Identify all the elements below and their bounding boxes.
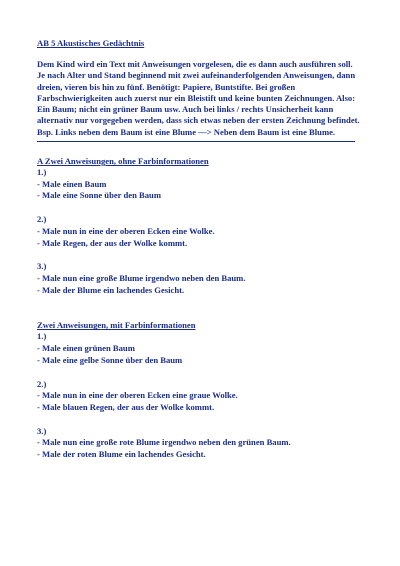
instruction-group	[37, 261, 360, 296]
section-title: Zwei Anweisungen, mit Farbinformationen	[37, 320, 196, 331]
group-number: 2.)	[37, 214, 47, 225]
instruction-group	[37, 379, 360, 414]
instruction-line: - Male einen grünen Baum	[37, 343, 135, 354]
section-without-colors	[37, 156, 360, 296]
divider-line	[37, 141, 355, 142]
group-number: 3.)	[37, 425, 47, 436]
section-title: A Zwei Anweisungen, ohne Farbinformationen	[37, 156, 209, 167]
instruction-line: - Male nun eine große rote Blume irgendwo neben den grünen Baum.	[37, 437, 291, 448]
group-number: 3.)	[37, 261, 47, 272]
instruction-group	[37, 426, 360, 461]
intro-paragraph: Dem Kind wird ein Text mit Anweisungen vorgelesen, die es dann auch ausführen soll. Je nach Alter und Stand beginnend mit zwei aufeinanderfolgenden Anweisungen, dann dreien, vieren bis hin zu fünf. Benötigt: Papiere, Buntstifte. Bei großen Farbschwierigkeiten auch zuerst nur ein Bleistift und keine bunten Zeichnungen. Also: Ein Baum; nicht ein grüner Baum usw. Auch bei links / rechts Unsicherheit kann alternativ nur vorgegeben werden, dass sich etwas neben der ersten Zeichnung befindet. Bsp. Links neben dem Baum ist eine Blume —> Neben dem Baum ist eine Blume.	[37, 59, 360, 137]
instruction-line: - Male nun eine große Blume irgendwo neben den Baum.	[37, 273, 246, 283]
instruction-line: - Male blauen Regen, der aus der Wolke kommt.	[37, 401, 215, 412]
instruction-line: - Male der Blume ein lachendes Gesicht.	[37, 284, 185, 295]
instruction-line: - Male Regen, der aus der Wolke kommt.	[37, 237, 188, 248]
instruction-group	[37, 331, 360, 366]
instruction-group	[37, 214, 360, 249]
instruction-group	[37, 167, 360, 202]
instruction-line: - Male nun in eine der oberen Ecken eine Wolke.	[37, 225, 215, 236]
instruction-line: - Male nun in eine der oberen Ecken eine graue Wolke.	[37, 390, 238, 401]
instruction-line: - Male einen Baum	[37, 178, 107, 189]
group-number: 1.)	[37, 167, 47, 178]
instruction-line: - Male eine Sonne über den Baum	[37, 190, 161, 201]
instruction-line: - Male eine gelbe Sonne über den Baum	[37, 354, 183, 365]
section-with-colors	[37, 320, 360, 460]
group-number: 1.)	[37, 331, 47, 342]
group-number: 2.)	[37, 378, 47, 389]
instruction-line: - Male der roten Blume ein lachendes Gesicht.	[37, 449, 206, 460]
document-title: AB 5 Akustisches Gedächtnis	[37, 38, 145, 48]
